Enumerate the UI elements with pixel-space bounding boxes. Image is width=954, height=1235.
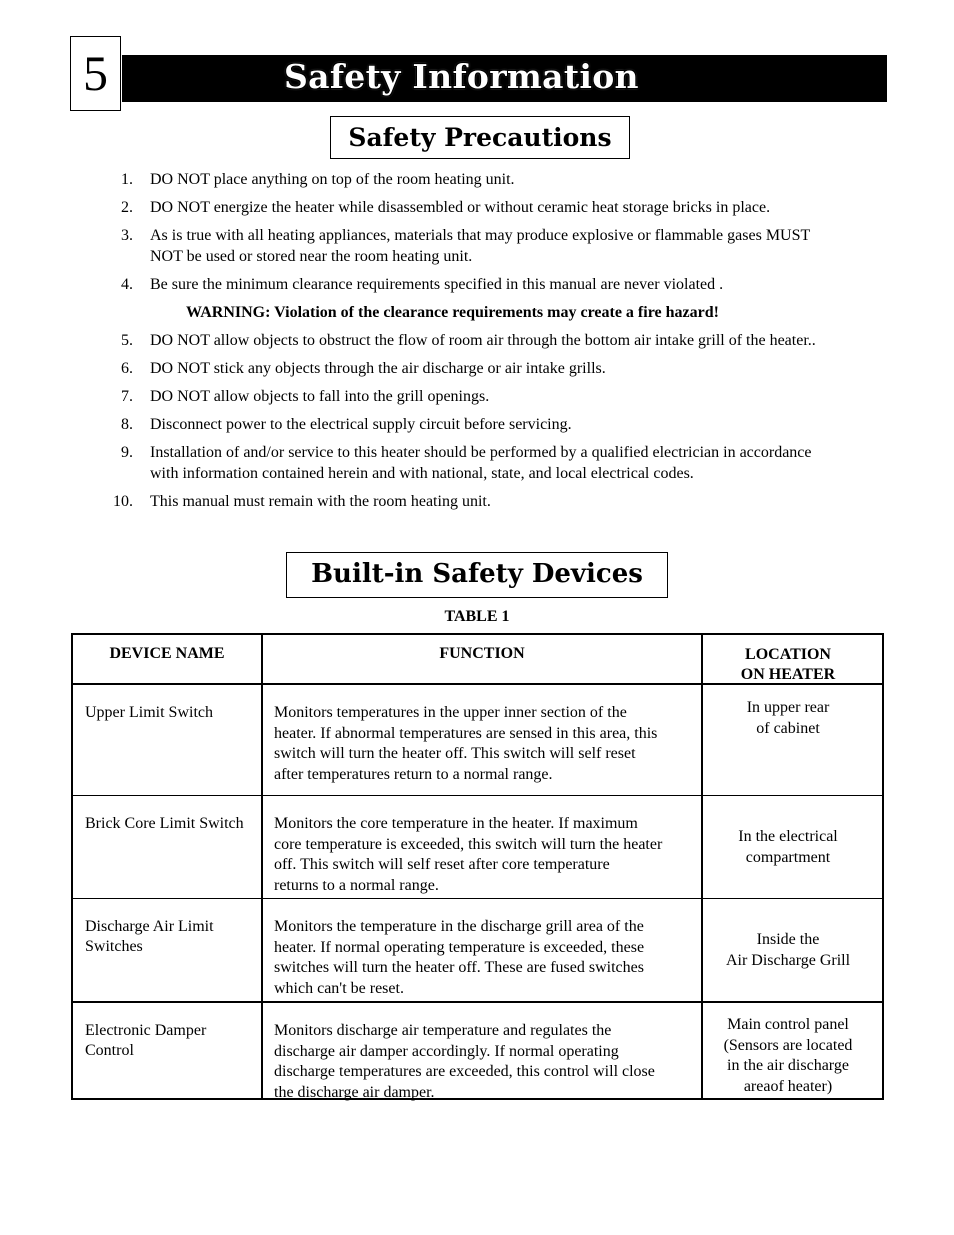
device-name-line: Brick Core Limit Switch [85,815,244,832]
precaution-text [150,274,870,295]
precautions-heading: Safety Precautions [330,116,630,159]
device-function-cell [274,1021,698,1103]
device-location-line: areaof heater) [743,1077,833,1095]
device-function-line: Monitors the temperature in the discharge grill area of the [274,918,644,935]
table-label: TABLE 1 [444,608,510,625]
device-function-cell [274,814,698,896]
column-header-location [703,645,873,685]
device-name-cell [85,917,261,956]
device-function-line: discharge air damper accordingly. If normal operating [274,1042,619,1060]
devices-heading: Built-in Safety Devices [286,552,668,598]
precaution-text-line: DO NOT place anything on top of the room heating unit. [150,171,515,188]
device-function-line: heater. If normal operating temperature is exceeded, these [274,938,645,956]
row-divider [73,1001,882,1003]
precaution-number: 7. [121,388,133,405]
precaution-text-line: NOT be used or stored near the room heating unit. [150,248,473,265]
precaution-text [150,358,870,379]
row-divider [73,898,882,899]
device-location-line: Main control panel [727,1016,849,1033]
precaution-text [150,491,870,512]
precaution-text-line: DO NOT stick any objects through the air discharge or air intake grills. [150,360,606,377]
device-location-line: compartment [745,848,831,866]
precaution-text-line: DO NOT allow objects to obstruct the flow of room air through the bottom air intake grill of the heater.. [150,332,816,349]
precaution-text [150,225,870,267]
device-location-line: In upper rear [746,699,830,716]
device-location-cell [703,1015,873,1097]
device-function-line: discharge temperatures are exceeded, this control will close [274,1063,655,1080]
precaution-text [150,330,870,351]
device-function-cell [274,703,698,785]
column-header-location-line: LOCATION [745,646,831,663]
device-function-line: after temperatures return to a normal range. [274,765,553,783]
column-header-function: FUNCTION [439,645,525,662]
device-function-line: Monitors the core temperature in the heater. If maximum [274,815,638,832]
precaution-text-line: with information contained herein and with national, state, and local electrical codes. [150,465,694,482]
precaution-text [150,169,870,190]
device-location-cell [703,930,873,971]
device-function-line: the discharge air damper. [274,1083,435,1101]
precaution-text-line: Disconnect power to the electrical supply circuit before servicing. [150,416,572,433]
precaution-text [150,197,870,218]
device-location-line: Inside the [756,931,820,948]
precaution-text-line: This manual must remain with the room heating unit. [150,493,491,510]
precaution-text-line: Installation of and/or service to this heater should be performed by a qualified electrician in accordance [150,444,812,461]
precaution-number: 10. [113,493,133,510]
device-function-line: core temperature is exceeded, this switch will turn the heater [274,835,663,853]
precaution-number: 1. [121,171,133,188]
chapter-number: 5 [70,36,121,111]
device-function-line: returns to a normal range. [274,876,439,894]
precaution-number: 3. [121,227,133,244]
column-header-device-name: DEVICE NAME [109,645,225,662]
precaution-text [150,386,870,407]
precaution-text [150,414,870,435]
device-function-line: Monitors temperatures in the upper inner section of the [274,704,627,721]
row-divider [73,795,882,796]
precaution-number: 2. [121,199,133,216]
device-function-line: switch will turn the heater off. This switch will self reset [274,745,636,762]
device-name-cell [85,703,261,723]
device-location-line: of cabinet [756,719,820,737]
device-name-line: Switches [85,937,143,955]
column-divider [261,635,263,1098]
device-function-line: switches will turn the heater off. These are fused switches [274,959,644,976]
device-name-line: Electronic Damper [85,1022,207,1039]
device-function-line: Monitors discharge air temperature and regulates the [274,1022,612,1039]
device-name-line: Discharge Air Limit [85,918,214,935]
precaution-number: 6. [121,360,133,377]
device-function-line: heater. If abnormal temperatures are sensed in this area, this [274,724,658,742]
chapter-title: Safety Information [284,57,639,96]
precaution-number: 4. [121,276,133,293]
device-name-line: Upper Limit Switch [85,704,213,721]
precaution-text-line: DO NOT allow objects to fall into the grill openings. [150,388,490,405]
column-header-location-line: ON HEATER [740,666,836,683]
device-location-line: (Sensors are located [723,1036,853,1054]
device-location-line: Air Discharge Grill [725,951,851,969]
precaution-number: 5. [121,332,133,349]
precaution-text-line: DO NOT energize the heater while disassembled or without ceramic heat storage bricks in place. [150,199,771,216]
precaution-text-line: As is true with all heating appliances, materials that may produce explosive or flammable gases MUST [150,227,811,244]
safety-devices-table [71,633,884,1100]
device-location-cell [703,827,873,868]
device-location-line: in the air discharge [727,1057,849,1074]
device-name-line: Control [85,1041,134,1059]
device-function-cell [274,917,698,999]
warning-text: WARNING: Violation of the clearance requirements may create a fire hazard! [186,304,719,321]
precaution-text [150,442,870,484]
device-name-cell [85,1021,261,1060]
device-function-line: which can't be reset. [274,979,404,997]
precaution-number: 9. [121,444,133,461]
device-location-cell [703,698,873,739]
precaution-text-line: Be sure the minimum clearance requirements specified in this manual are never violated . [150,276,724,293]
chapter-title-bar [122,55,887,102]
device-name-cell [85,814,261,834]
device-function-line: off. This switch will self reset after core temperature [274,856,610,873]
precaution-number: 8. [121,416,133,433]
device-location-line: In the electrical [738,828,838,845]
